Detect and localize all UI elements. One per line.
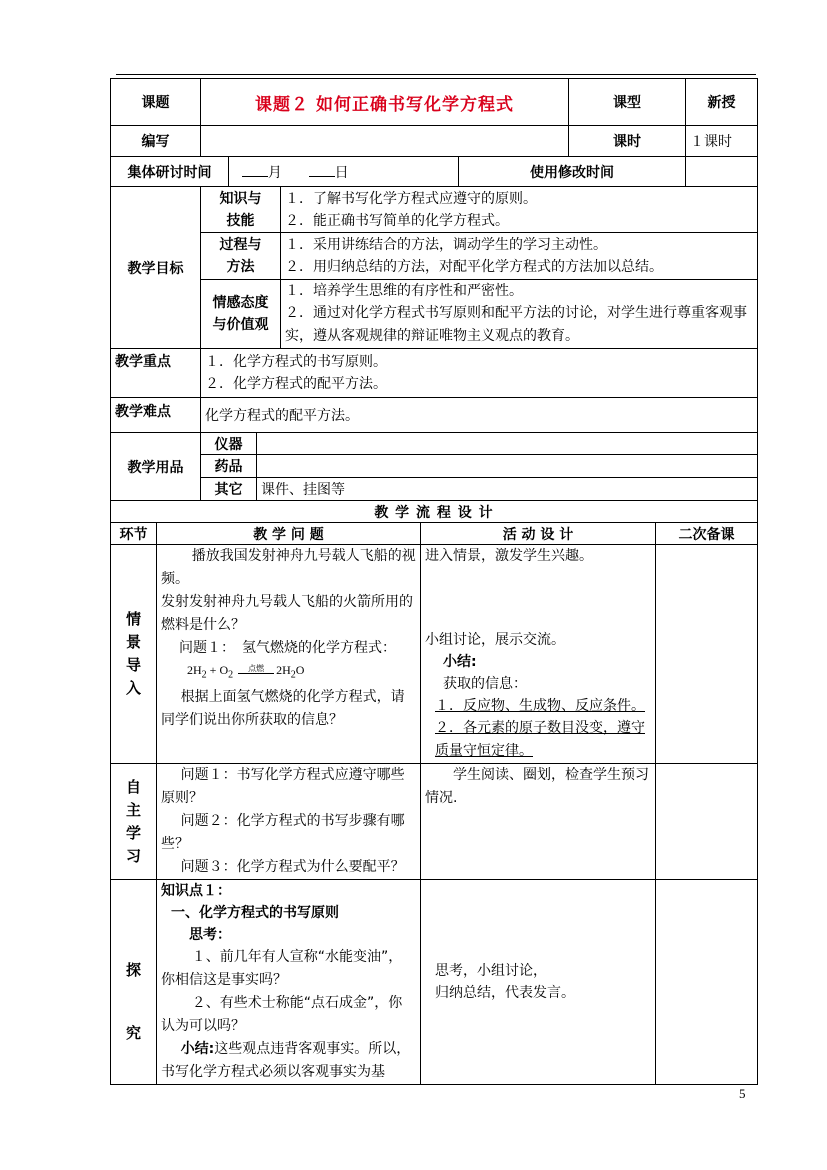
difficulty-text: 化学方程式的配平方法。 xyxy=(201,398,758,433)
stage3-name: 探 究 xyxy=(111,880,157,1085)
hours-label: 课时 xyxy=(569,126,686,157)
stage1-problem: 播放我国发射神舟九号载人飞船的视频。 发射发射神舟九号载人飞船的火箭所用的燃料是什么？ 问题１： 氢气燃烧的化学方程式： $2H_2 + O_2$ 点燃 $2H_2O$ 根据上面氢气燃烧的化学方程式，请同学们说出你所获取的信息？ xyxy=(157,545,421,764)
page-number: 5 xyxy=(739,1086,746,1101)
stage3-backup xyxy=(656,880,758,1085)
emotion-label: 情感态度 与价值观 xyxy=(201,280,281,349)
key-points-table xyxy=(110,348,758,433)
materials-reagents-label: 药品 xyxy=(201,455,257,478)
stage2-backup xyxy=(656,764,758,880)
stage2-problem: 问题１：书写化学方程式应遵守哪些原则？ 问题２：化学方程式的书写步骤有哪些？ 问题３：化学方程式为什么要配平？ xyxy=(157,764,421,880)
day-label: 日 xyxy=(334,164,349,181)
stage2-activity: 学生阅读、圈划，检查学生预习情况. xyxy=(421,764,656,880)
materials-other-value: 课件、挂图等 xyxy=(257,478,758,501)
stage1-name: 情 景 导 入 xyxy=(111,545,157,764)
group-time-value xyxy=(229,157,459,187)
materials-reagents-value xyxy=(257,455,758,478)
group-time-label: 集体研讨时间 xyxy=(111,157,229,187)
materials-table xyxy=(110,432,758,501)
objectives-label: 教学目标 xyxy=(111,187,201,349)
stage1-activity: 进入情景，激发学生兴趣。 小组讨论，展示交流。 小结: 获取的信息： １．反应物、生成物、反应条件。 ２．各元素的原子数目没变，遵守质量守恒定律。 xyxy=(421,545,656,764)
lesson-label: 课题 xyxy=(111,79,201,126)
stage2-name: 自 主 学 习 xyxy=(111,764,157,880)
materials-instruments-value xyxy=(257,433,758,455)
author-label: 编写 xyxy=(111,126,201,157)
hydrogen-equation: $2H_2 + O_2$ 点燃 $2H_2O$ xyxy=(187,663,305,681)
lesson-plan-sheet xyxy=(110,78,757,1085)
difficulty-label: 教学难点 xyxy=(111,398,201,433)
col-stage: 环节 xyxy=(111,523,157,545)
reaction-arrow: 点燃 xyxy=(238,664,274,674)
key-points-items: １．化学方程式的书写原则。 ２．化学方程式的配平方法。 xyxy=(201,349,758,398)
knowledge-items: １．了解书写化学方程式应遵守的原则。 ２．能正确书写简单的化学方程式。 xyxy=(281,187,758,233)
emotion-items: １．培养学生思维的有序性和严密性。 ２．通过对化学方程式书写原则和配平方法的讨论，对学生进行尊重客观事实，遵从客观规律的辩证唯物主义观点的教育。 xyxy=(281,280,758,349)
col-backup: 二次备课 xyxy=(656,523,758,545)
hours-value: １课时 xyxy=(686,126,758,157)
flow-title: 教 学 流 程 设 计 xyxy=(111,501,758,523)
col-problem: 教 学 问 题 xyxy=(157,523,421,545)
stage3-problem: 知识点１： 一、化学方程式的书写原则 思考： １、前几年有人宣称“水能变油”，你相信这是事实吗？ ２、有些术士称能“点石成金”，你认为可以吗？ 小结:这些观点违背客观事实。所以，书写化学方程式必须以客观事实为基 xyxy=(157,880,421,1085)
materials-label: 教学用品 xyxy=(111,433,201,501)
objectives-table xyxy=(110,186,758,349)
lesson-title: 课题２ 如何正确书写化学方程式 xyxy=(201,79,569,126)
flow-table xyxy=(110,500,758,1085)
knowledge-label: 知识与 技能 xyxy=(201,187,281,233)
lesson-header-table xyxy=(110,78,758,187)
author-value xyxy=(201,126,569,157)
process-items: １．采用讲练结合的方法，调动学生的学习主动性。 ２．用归纳总结的方法，对配平化学方程式的方法加以总结。 xyxy=(281,233,758,280)
type-value: 新授 xyxy=(686,79,758,126)
header-rule xyxy=(116,74,756,75)
process-label: 过程与 方法 xyxy=(201,233,281,280)
col-activity: 活 动 设 计 xyxy=(421,523,656,545)
month-label: 月 xyxy=(267,164,282,181)
materials-other-label: 其它 xyxy=(201,478,257,501)
materials-instruments-label: 仪器 xyxy=(201,433,257,455)
stage3-activity: 思考，小组讨论， 归纳总结，代表发言。 xyxy=(421,880,656,1085)
revise-time-value xyxy=(686,157,758,187)
stage1-backup xyxy=(656,545,758,764)
revise-time-label: 使用修改时间 xyxy=(459,157,686,187)
key-points-label: 教学重点 xyxy=(111,349,201,398)
type-label: 课型 xyxy=(569,79,686,126)
